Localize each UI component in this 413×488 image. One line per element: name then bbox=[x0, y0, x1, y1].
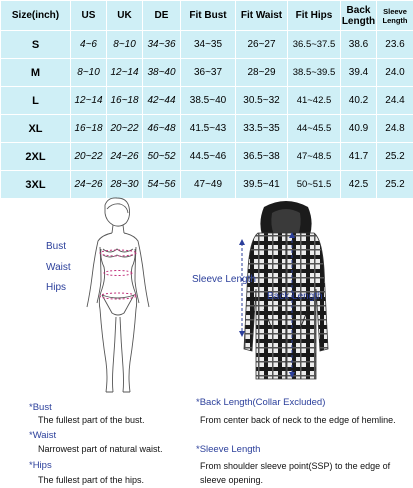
size-cell: XL bbox=[1, 115, 71, 143]
note-waist-title: *Waist bbox=[29, 430, 57, 441]
note-waist-desc: Narrowest part of natural waist. bbox=[38, 444, 163, 454]
de-cell: 34~36 bbox=[143, 31, 181, 59]
fit-waist-cell: 39.5~41 bbox=[236, 171, 288, 199]
size-cell: M bbox=[1, 59, 71, 87]
fit-hips-cell: 38.5~39.5 bbox=[288, 59, 341, 87]
fit-waist-cell: 26~27 bbox=[236, 31, 288, 59]
size-cell: S bbox=[1, 31, 71, 59]
note-back-length-title: *Back Length(Collar Excluded) bbox=[196, 397, 326, 408]
fit-hips-cell: 36.5~37.5 bbox=[288, 31, 341, 59]
fit-waist-cell: 36.5~38 bbox=[236, 143, 288, 171]
us-cell: 8~10 bbox=[71, 59, 107, 87]
note-sleeve-length-desc: From shoulder sleeve point(SSP) to the edge of sleeve opening. bbox=[200, 461, 391, 485]
fit-hips-cell: 47~48.5 bbox=[288, 143, 341, 171]
de-cell: 46~48 bbox=[143, 115, 181, 143]
sleeve-length-label: Sleeve Length bbox=[192, 274, 256, 285]
hips-label: Hips bbox=[46, 282, 67, 293]
uk-cell: 28~30 bbox=[107, 171, 143, 199]
fit-hips-cell: 44~45.5 bbox=[288, 115, 341, 143]
us-cell: 16~18 bbox=[71, 115, 107, 143]
header-fit-bust: Fit Bust bbox=[181, 1, 236, 31]
bust-label: Bust bbox=[46, 241, 67, 252]
header-back-length: Back Length bbox=[341, 1, 377, 31]
note-hips-title: *Hips bbox=[29, 460, 52, 471]
fit-bust-cell: 34~35 bbox=[181, 31, 236, 59]
uk-cell: 12~14 bbox=[107, 59, 143, 87]
table-row bbox=[1, 87, 413, 115]
table-row bbox=[1, 143, 413, 171]
uk-cell: 20~22 bbox=[107, 115, 143, 143]
us-cell: 20~22 bbox=[71, 143, 107, 171]
back-length-cell: 42.5 bbox=[341, 171, 377, 199]
size-cell: 3XL bbox=[1, 171, 71, 199]
us-cell: 4~6 bbox=[71, 31, 107, 59]
note-back-length-desc: From center back of neck to the edge of hemline. bbox=[200, 415, 396, 425]
back-length-cell: 38.6 bbox=[341, 31, 377, 59]
back-length-cell: 39.4 bbox=[341, 59, 377, 87]
size-chart-table bbox=[0, 0, 413, 199]
fit-bust-cell: 41.5~43 bbox=[181, 115, 236, 143]
waist-measure-line bbox=[104, 271, 132, 276]
uk-cell: 8~10 bbox=[107, 31, 143, 59]
de-cell: 38~40 bbox=[143, 59, 181, 87]
note-sleeve-length-title: *Sleeve Length bbox=[196, 444, 261, 455]
back-length-cell: 41.7 bbox=[341, 143, 377, 171]
back-length-label: Back Length bbox=[267, 291, 323, 302]
back-length-cell: 40.9 bbox=[341, 115, 377, 143]
fit-hips-cell: 41~42.5 bbox=[288, 87, 341, 115]
table-row bbox=[1, 115, 413, 143]
fit-bust-cell: 38.5~40 bbox=[181, 87, 236, 115]
fit-hips-cell: 50~51.5 bbox=[288, 171, 341, 199]
sleeve-length-cell: 23.6 bbox=[377, 31, 413, 59]
de-cell: 42~44 bbox=[143, 87, 181, 115]
body-outline-figure bbox=[60, 197, 180, 397]
header-uk: UK bbox=[107, 1, 143, 31]
fit-waist-cell: 33.5~35 bbox=[236, 115, 288, 143]
header-us: US bbox=[71, 1, 107, 31]
header-fit-hips: Fit Hips bbox=[288, 1, 341, 31]
fit-waist-cell: 28~29 bbox=[236, 59, 288, 87]
header-de: DE bbox=[143, 1, 181, 31]
size-cell: L bbox=[1, 87, 71, 115]
size-cell: 2XL bbox=[1, 143, 71, 171]
fit-bust-cell: 47~49 bbox=[181, 171, 236, 199]
note-hips-desc: The fullest part of the hips. bbox=[38, 475, 145, 485]
table-header-row bbox=[1, 1, 413, 31]
sleeve-length-cell: 24.4 bbox=[377, 87, 413, 115]
table-row bbox=[1, 31, 413, 59]
back-length-cell: 40.2 bbox=[341, 87, 377, 115]
uk-cell: 16~18 bbox=[107, 87, 143, 115]
note-bust-title: *Bust bbox=[29, 402, 52, 413]
header-fit-waist: Fit Waist bbox=[236, 1, 288, 31]
fit-bust-cell: 36~37 bbox=[181, 59, 236, 87]
note-bust-desc: The fullest part of the bust. bbox=[38, 415, 145, 425]
fit-waist-cell: 30.5~32 bbox=[236, 87, 288, 115]
sleeve-length-cell: 24.8 bbox=[377, 115, 413, 143]
waist-label: Waist bbox=[46, 262, 71, 273]
de-cell: 54~56 bbox=[143, 171, 181, 199]
sleeve-length-cell: 25.2 bbox=[377, 171, 413, 199]
uk-cell: 24~26 bbox=[107, 143, 143, 171]
sleeve-length-cell: 24.0 bbox=[377, 59, 413, 87]
header-sleeve-length: Sleeve Length bbox=[377, 1, 413, 31]
fit-bust-cell: 44.5~46 bbox=[181, 143, 236, 171]
header-size: Size(inch) bbox=[1, 1, 71, 31]
us-cell: 24~26 bbox=[71, 171, 107, 199]
measurement-figures bbox=[0, 193, 413, 488]
sleeve-length-cell: 25.2 bbox=[377, 143, 413, 171]
us-cell: 12~14 bbox=[71, 87, 107, 115]
table-row bbox=[1, 59, 413, 87]
de-cell: 50~52 bbox=[143, 143, 181, 171]
